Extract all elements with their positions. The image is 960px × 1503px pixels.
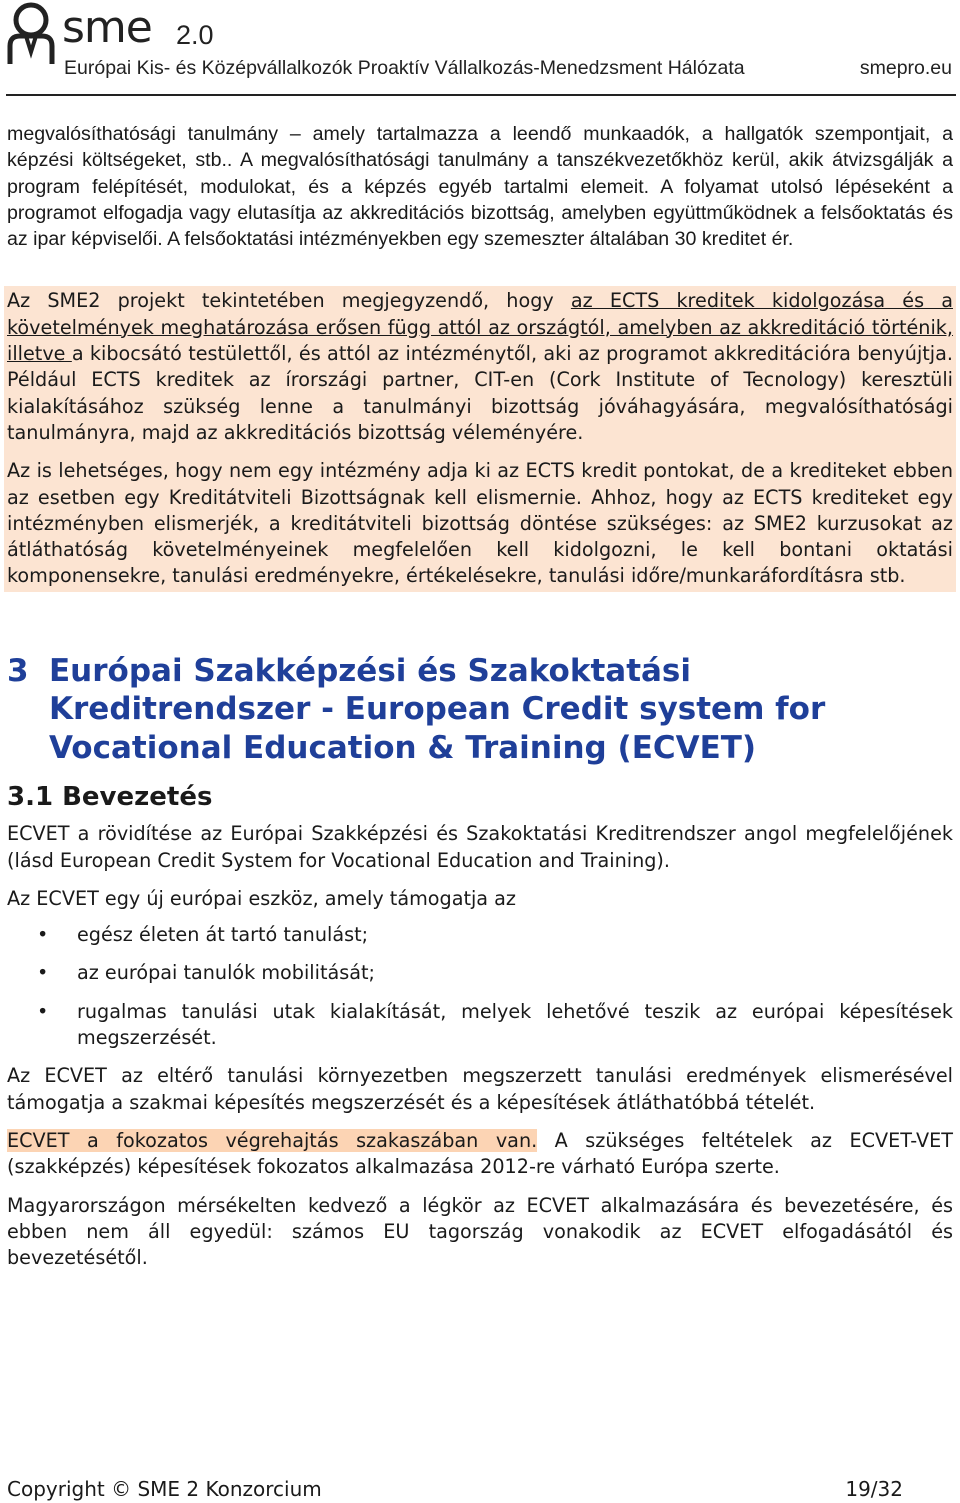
section-paragraph-3: Az ECVET az eltérő tanulási környezetben megszerzett tanulási eredmények elismerésével támogatja a szakmai képesítés megszerzését és a képesítések átláthatóbbá tételét. [7,1064,953,1114]
page-header [0,0,960,96]
section-heading [7,652,953,768]
highlight-p1-end: a kibocsátó testülettől, és attól az intézménytől, aki az programot akkreditációra benyújtja. Például ECTS kreditek az írországi partner, CIT-en (Cork Institute of Tecnology) keresztüli kialakításához szükség lenne a tanulmányi bizottság jóváhagyására, megvalósíthatósági tanulmányra, majd az akkreditációs bizottság véleményére. [7,342,953,444]
paragraph-4-rest: A szükséges feltételek az ECVET-VET (szakképzés) képesítések fokozatos alkalmazása 2012-re várható Európa szerte. [7,1128,953,1179]
logo-version: 2.0 [176,20,214,50]
section-number: 3 [7,652,29,689]
highlight-paragraph-1 [7,288,953,446]
section-paragraph-2: Az ECVET egy új európai eszköz, amely támogatja az [7,886,516,910]
underlined-text: az ECTS kreditek kidolgozása és a követelmények meghatározása erősen függ attól az országtól, amelyben az akkreditáció történik, illetve [7,289,953,366]
highlighted-sentence: ECVET a fokozatos végrehajtás szakaszában van. [7,1128,538,1152]
header-site-link[interactable]: smepro.eu [859,57,952,79]
header-divider [6,94,956,96]
highlight-p1-start: Az SME2 projekt tekintetében megjegyzendő, hogy [7,289,571,313]
highlighted-block [4,286,956,591]
section-paragraph-4 [7,1128,953,1181]
intro-paragraph: megvalósíthatósági tanulmány – amely tartalmazza a leendő munkaadók, a hallgatók szempontjait, a képzési költségeket, stb.. A megvalósíthatósági tanulmány a tanszékvezetőkhöz kerül, akik átvizsgálják a program felépítését, modulokat, és a képzés egyéb tartalmi elemeit. A folyamat utolsó lépéseként a programot elfogadja vagy elutasítja az akkreditációs bizottság, amelyben együttműködnek a felsőoktatás és az ipar képviselői. A felsőoktatási intézményekben egy szemeszter általában 30 kreditet ér. [7,123,953,251]
list-item: • rugalmas tanulási utak kialakítását, melyek lehetővé teszik az európai képesítések megszerzését. [7,999,953,1052]
subsection-heading: 3.1 Bevezetés [7,782,213,813]
section-paragraph-5: Magyarországon mérsékelten kedvező a légkör az ECVET alkalmazására és bevezetésére, és ebben nem áll egyedül: számos EU tagország vonakodik az ECVET elfogadásától és bevezetésétől. [7,1193,953,1270]
list-item: • az európai tanulók mobilitását; [7,960,953,986]
header-subtitle: Európai Kis- és Középvállalkozók Proaktív Vállalkozás-Menedzsment Hálózata [64,57,745,79]
section-title: Európai Szakképzési és Szakoktatási Kreditrendszer - European Credit system for Vocational Education & Training (ECVET) [49,652,826,766]
section-paragraph-1: ECVET a rövidítése az Európai Szakképzési és Szakoktatási Kreditrendszer angol megfelelőjének (lásd European Credit System for Vocational Education and Training). [7,822,953,872]
list-item: • egész életen át tartó tanulást; [7,922,953,948]
footer-copyright: Copyright © SME 2 Konzorcium [7,1477,322,1501]
document-body [7,121,953,1271]
highlight-paragraph-2: Az is lehetséges, hogy nem egy intézmény adja ki az ECTS kredit pontokat, de a krediteket ebben az esetben egy Kreditátviteli Bizottságnak kell elismernie. Ahhoz, hogy az ECTS krediteket egy intézményben elismerjék, a kreditátviteli bizottság döntése szükséges: az SME2 kurzusokat az átláthatóság követelményeinek megfelelően kell kidolgozni, le kell bontani oktatási komponensekre, tanulási eredményekre, értékelésekre, tanulási időre/munkaráfordításra stb. [7,459,953,588]
bullet-list [7,922,953,1051]
page-footer [7,1477,953,1501]
sme-logo-icon [6,2,56,64]
logo-text: sme [62,2,152,53]
page-number: 19/32 [845,1477,903,1501]
